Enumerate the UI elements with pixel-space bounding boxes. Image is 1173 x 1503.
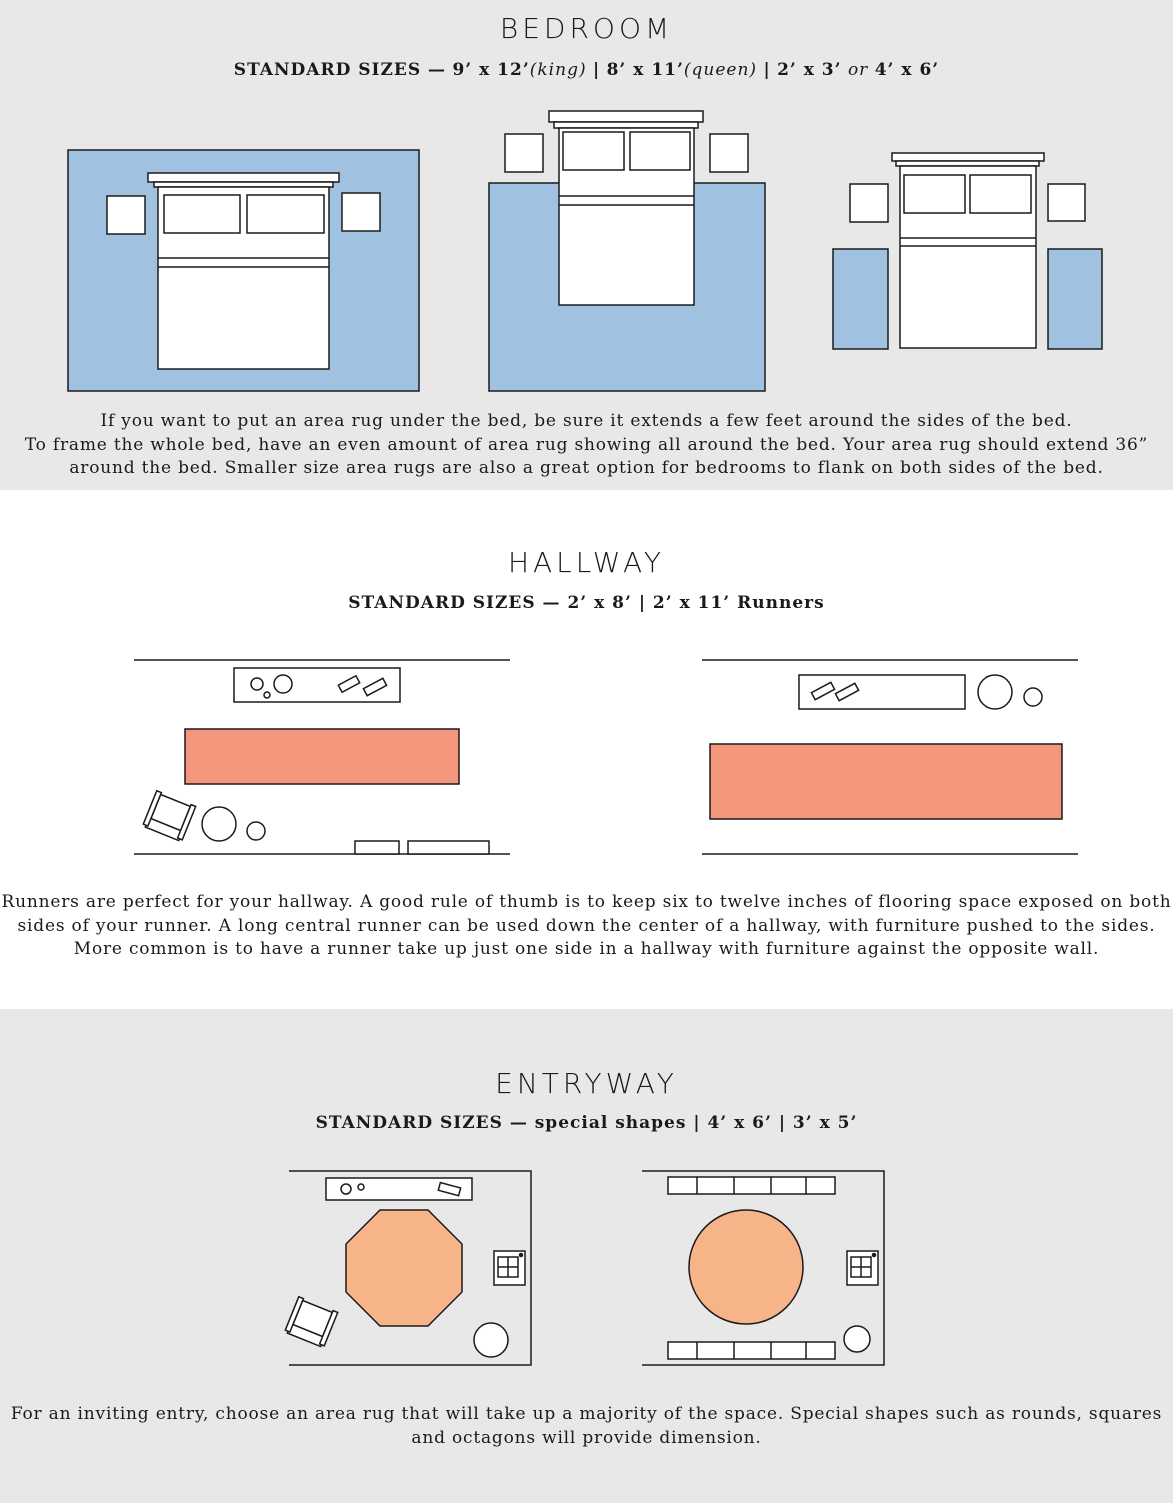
description-line: If you want to put an area rug under the bed, be sure it extends a few feet around the sides of the bed. — [100, 411, 1073, 431]
console-table-icon — [326, 1178, 472, 1200]
king-note: (king) — [529, 60, 587, 80]
area-rug — [833, 249, 888, 349]
bench-icon — [355, 841, 399, 854]
small-size-b: 4’ x 6’ — [874, 60, 940, 80]
queen-note: (queen) — [683, 60, 758, 80]
entryway-section — [0, 1006, 1173, 1503]
nightstand-icon — [342, 193, 380, 231]
bed-icon — [549, 111, 703, 305]
description-line: For an inviting entry, choose an area rug that will take up a majority of the space. Special shapes such as rounds, squares — [10, 1404, 1163, 1424]
round-rug — [689, 1210, 803, 1324]
side-table-icon — [844, 1326, 870, 1352]
octagon-rug — [346, 1210, 462, 1326]
description-line: To frame the whole bed, have an even amount of area rug showing all around the bed. Your area rug should extend 36” — [24, 434, 1149, 455]
side-table-icon — [1024, 688, 1042, 706]
description-line: Runners are perfect for your hallway. A good rule of thumb is to keep six to twelve inches of flooring space exposed on both — [1, 892, 1172, 912]
bed-icon — [148, 173, 339, 369]
description-line: sides of your runner. A long central runner can be used down the center of a hallway, with furniture pushed to the sides. — [17, 915, 1156, 936]
entryway-sizes: STANDARD SIZES — special shapes | 4’ x 6’ | 3’ x 5’ — [315, 1113, 858, 1133]
window-icon — [494, 1251, 525, 1285]
sizes-label: STANDARD SIZES — — [233, 60, 447, 80]
runner-rug — [710, 744, 1062, 819]
nightstand-icon — [505, 134, 543, 172]
side-table-icon — [474, 1323, 508, 1357]
chair-icon — [285, 1297, 338, 1348]
nightstand-icon — [107, 196, 145, 234]
runner-rug — [185, 729, 459, 784]
small-size-a: 2’ x 3’ — [777, 60, 842, 80]
entryway-title: ENTRYWAY — [495, 1067, 678, 1100]
console-table-icon — [799, 675, 965, 709]
side-table-icon — [247, 822, 265, 840]
window-icon — [847, 1251, 878, 1285]
nightstand-icon — [850, 184, 888, 222]
separator: | — [763, 60, 771, 80]
bench-icon — [668, 1342, 835, 1359]
bedroom-section — [0, 0, 1173, 493]
area-rug — [1048, 249, 1102, 349]
hallway-sizes: STANDARD SIZES — 2’ x 8’ | 2’ x 11’ Runners — [348, 593, 825, 613]
side-table-icon — [978, 675, 1012, 709]
bedroom-description — [0, 410, 1173, 481]
description-line: and octagons will provide dimension. — [411, 1427, 762, 1448]
console-table-icon — [234, 668, 400, 702]
bedroom-title: BEDROOM — [499, 12, 674, 45]
hallway-section — [0, 508, 1173, 988]
separator: | — [593, 60, 601, 80]
hallway-title: HALLWAY — [507, 546, 666, 579]
queen-size: 8’ x 11’ — [606, 60, 684, 80]
king-size: 9’ x 12’ — [452, 60, 530, 80]
hallway-description — [0, 891, 1173, 962]
bench-icon — [408, 841, 489, 854]
nightstand-icon — [710, 134, 748, 172]
bench-icon — [668, 1177, 835, 1194]
nightstand-icon — [1048, 184, 1085, 221]
description-line: around the bed. Smaller size area rugs are also a great option for bedrooms to flank on both sides of the bed. — [69, 458, 1104, 478]
description-line: More common is to have a runner take up just one side in a hallway with furniture against the opposite wall. — [73, 939, 1100, 959]
chair-icon — [143, 791, 196, 842]
bed-icon — [892, 153, 1044, 348]
entryway-description — [0, 1403, 1173, 1450]
or-word: or — [847, 60, 869, 80]
side-table-icon — [202, 807, 236, 841]
